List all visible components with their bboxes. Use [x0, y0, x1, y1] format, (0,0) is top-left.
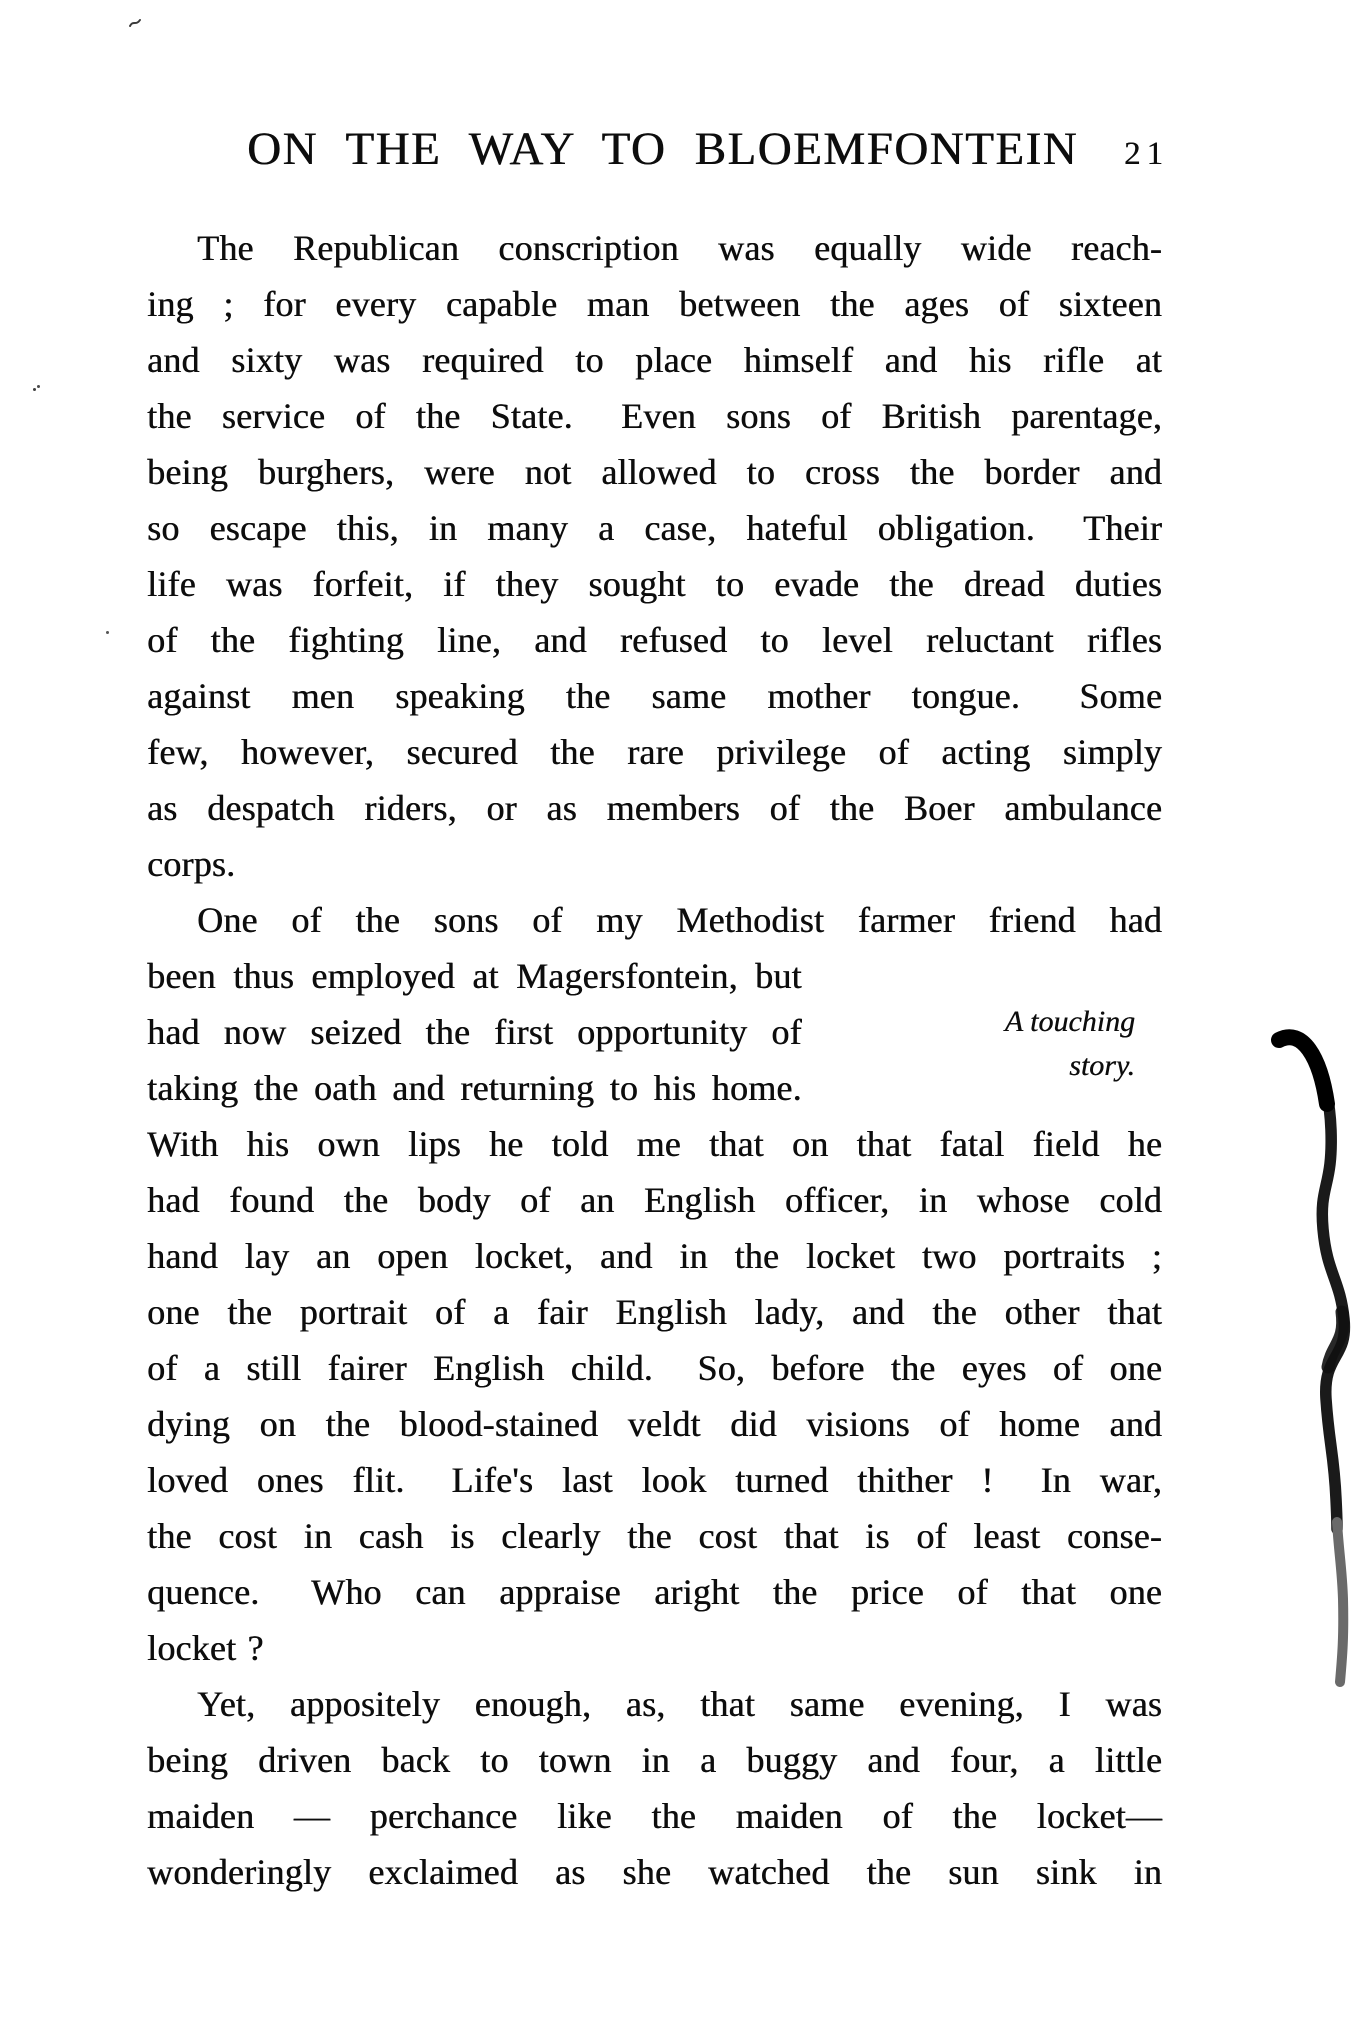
- paragraph: [147, 1676, 1162, 1900]
- text-line: of the fighting line, and refused to level reluctant rifles: [147, 620, 1162, 660]
- margin-note-line: A touching: [1004, 1005, 1135, 1038]
- margin-note-line: story.: [1069, 1049, 1135, 1082]
- text-line: had now seized the first opportunity of: [147, 1012, 802, 1052]
- text-line: being burghers, were not allowed to cross the border and: [147, 452, 1162, 492]
- text-line: so escape this, in many a case, hateful obligation. Their: [147, 508, 1162, 548]
- margin-note: [955, 1000, 1135, 1088]
- text-line: Yet, appositely enough, as, that same evening, I was: [197, 1684, 1162, 1724]
- ink-speck-icon: [128, 16, 146, 30]
- text-line: locket ?: [147, 1628, 264, 1668]
- margin-flourish-squiggle-icon: [1262, 1022, 1352, 1692]
- text-line: ing ; for every capable man between the ages of sixteen: [147, 284, 1162, 324]
- text-line: and sixty was required to place himself and his rifle at: [147, 340, 1162, 380]
- text-line: of a still fairer English child. So, before the eyes of one: [147, 1348, 1162, 1388]
- page-title: ON THE WAY TO BLOEMFONTEIN: [247, 123, 1079, 175]
- text-line: the cost in cash is clearly the cost that is of least conse-: [147, 1516, 1162, 1556]
- text-line: few, however, secured the rare privilege of acting simply: [147, 732, 1162, 772]
- text-line: had found the body of an English officer, in whose cold: [147, 1180, 1162, 1220]
- text-line: dying on the blood-stained veldt did visions of home and: [147, 1404, 1162, 1444]
- text-line: wonderingly exclaimed as she watched the sun sink in: [147, 1852, 1162, 1892]
- page-number: 21: [1124, 136, 1170, 172]
- text-line: With his own lips he told me that on that fatal field he: [147, 1124, 1162, 1164]
- text-line: The Republican conscription was equally wide reach-: [197, 228, 1162, 268]
- text-line: being driven back to town in a buggy and four, a little: [147, 1740, 1162, 1780]
- text-line: loved ones flit. Life's last look turned thither ! In war,: [147, 1460, 1162, 1500]
- text-line: one the portrait of a fair English lady, and the other that: [147, 1292, 1162, 1332]
- text-line: the service of the State. Even sons of British parentage,: [147, 396, 1162, 436]
- text-line: hand lay an open locket, and in the locket two portraits ;: [147, 1236, 1162, 1276]
- text-line: One of the sons of my Methodist farmer friend had: [197, 900, 1162, 940]
- ink-speck-icon: [33, 388, 36, 391]
- text-line: corps.: [147, 844, 236, 884]
- text-line: as despatch riders, or as members of the Boer ambulance: [147, 788, 1162, 828]
- ink-speck-icon: [106, 631, 109, 634]
- running-header: [247, 122, 1169, 176]
- text-line: against men speaking the same mother tongue. Some: [147, 676, 1162, 716]
- text-line: been thus employed at Magersfontein, but: [147, 956, 802, 996]
- paragraph: [147, 220, 1162, 892]
- text-line: life was forfeit, if they sought to evade the dread duties: [147, 564, 1162, 604]
- text-line: maiden — perchance like the maiden of the locket—: [147, 1796, 1162, 1836]
- text-line: quence. Who can appraise aright the price of that one: [147, 1572, 1162, 1612]
- text-line: taking the oath and returning to his home.: [147, 1068, 802, 1108]
